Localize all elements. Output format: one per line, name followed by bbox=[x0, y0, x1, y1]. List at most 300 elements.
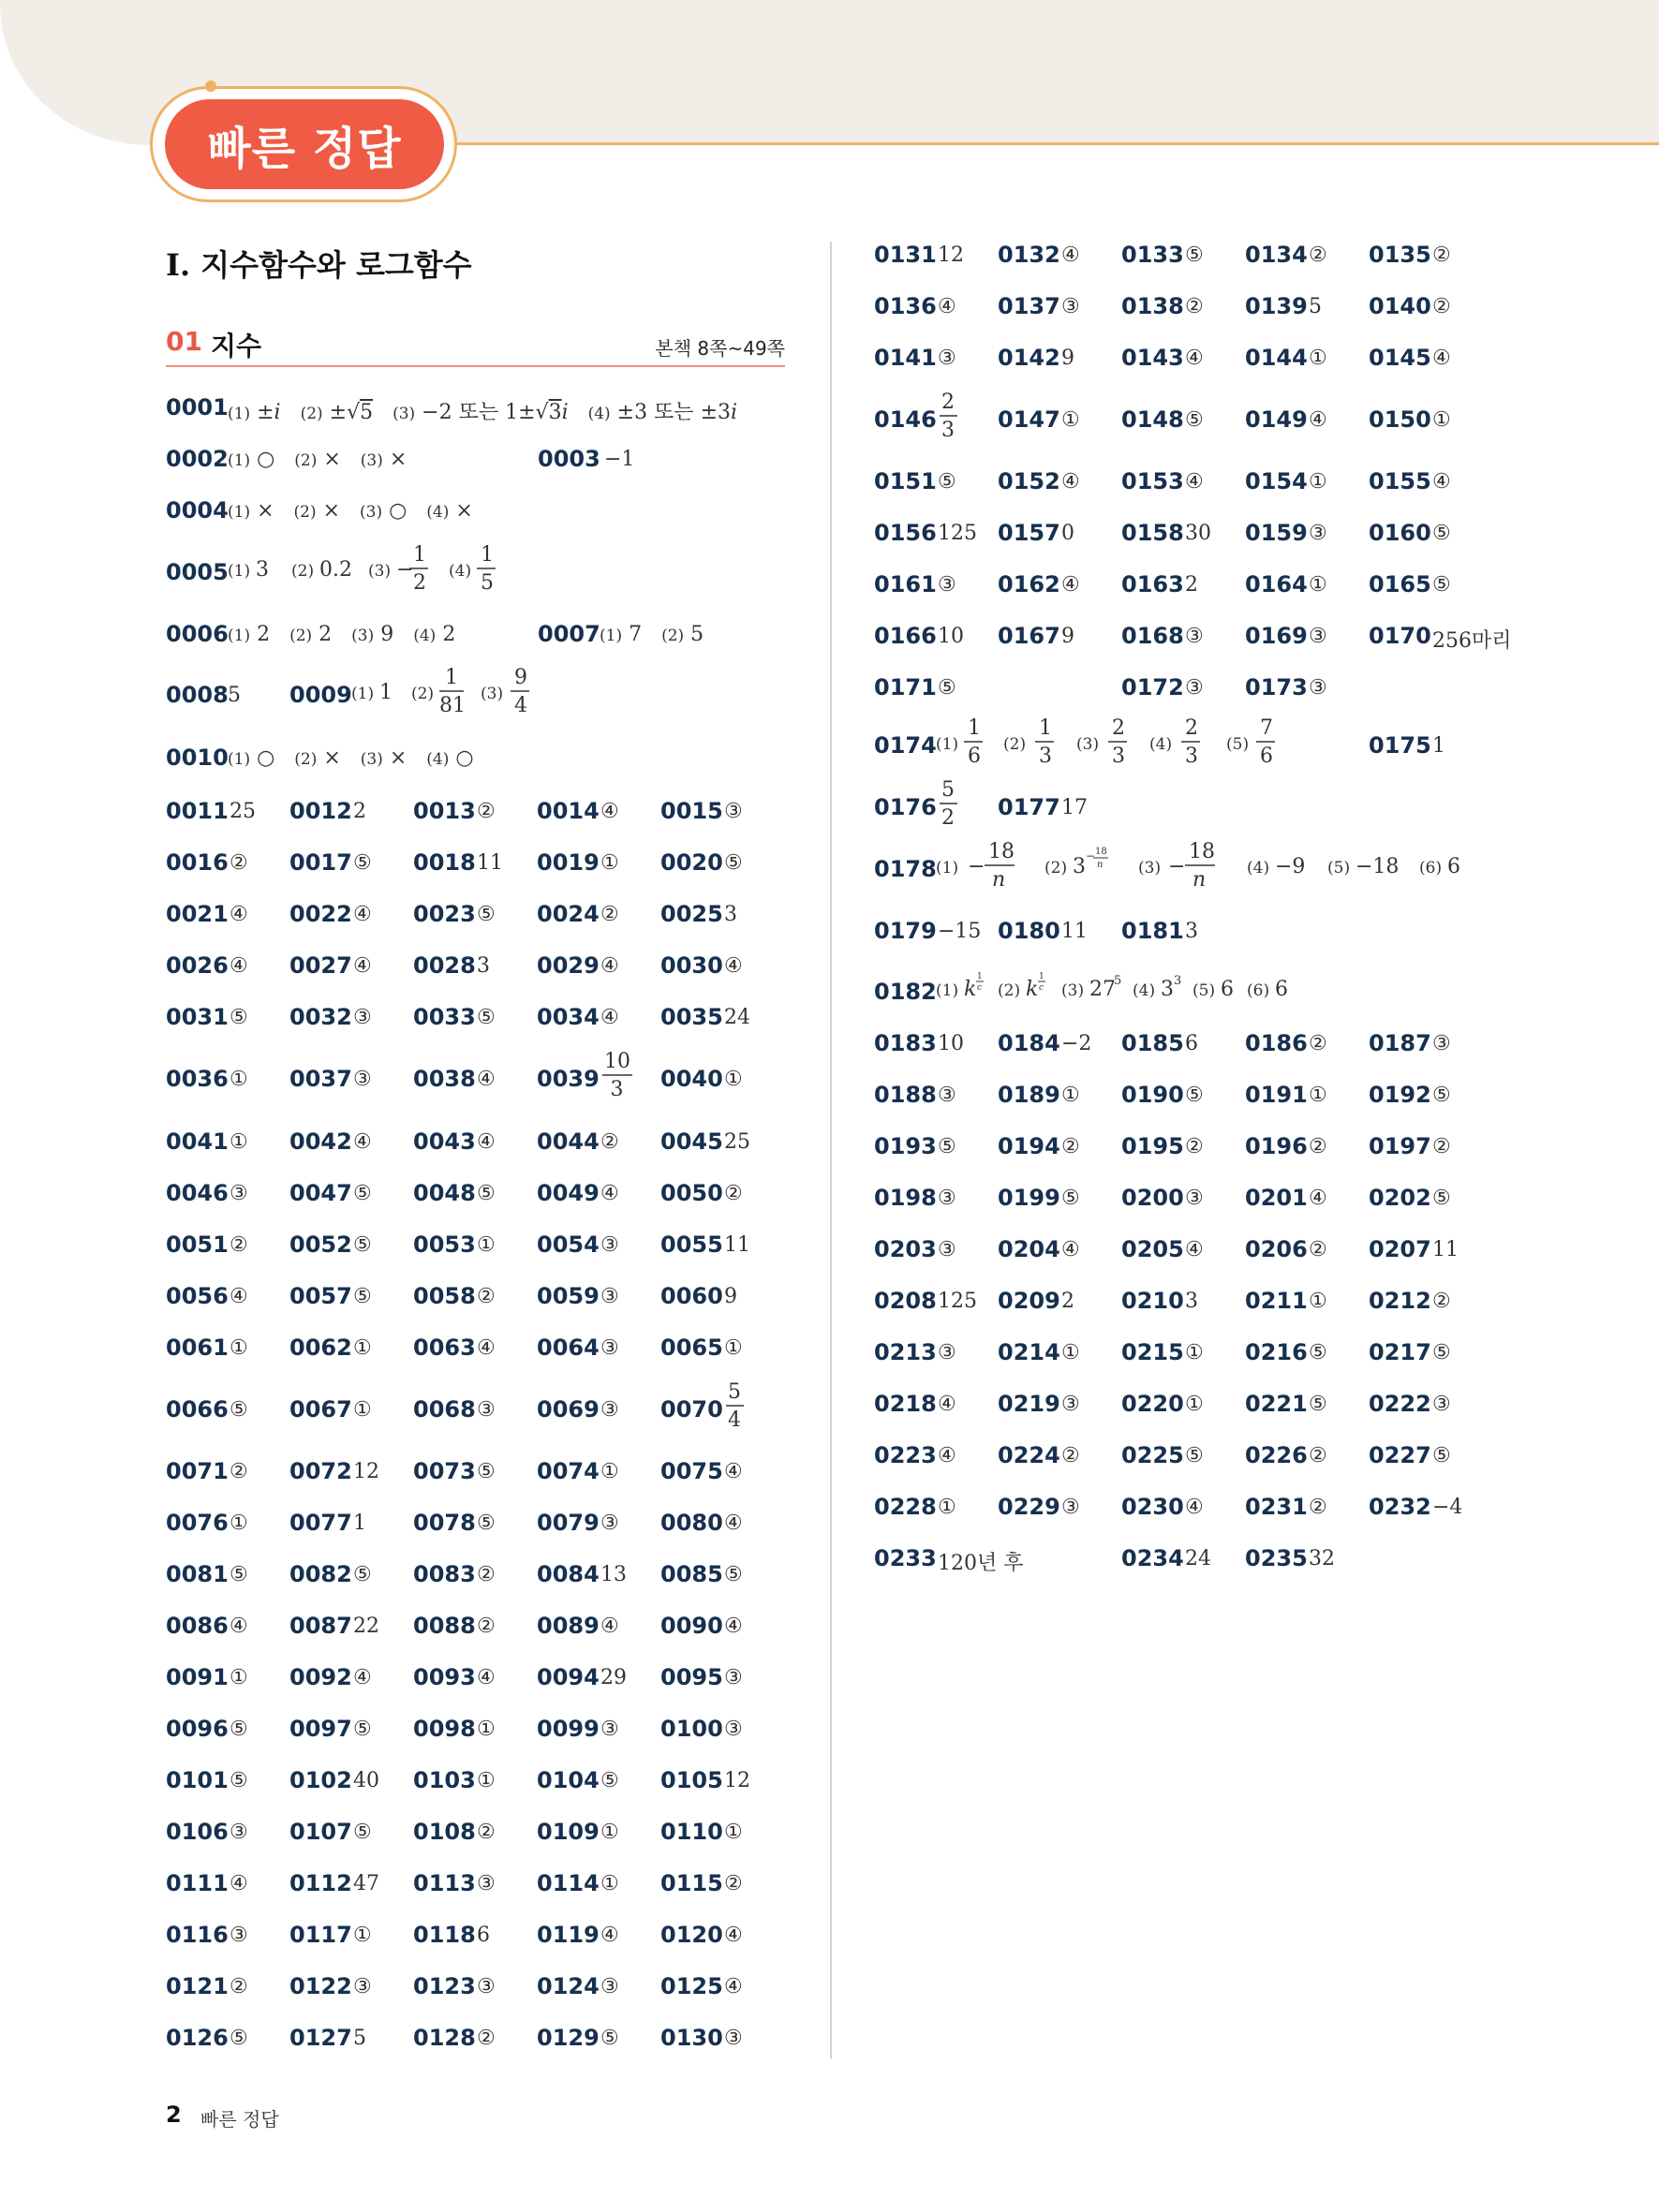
question-number: 0013 bbox=[413, 798, 476, 824]
question-number: 0119 bbox=[537, 1922, 600, 1948]
question-number: 0037 bbox=[289, 1066, 352, 1092]
answer-value: ④ bbox=[938, 1393, 956, 1416]
answer-value: ③ bbox=[600, 1512, 619, 1535]
answer-value: ⑤ bbox=[600, 2027, 619, 2050]
question-number: 0154 bbox=[1245, 468, 1308, 494]
answer-value: ② bbox=[1185, 1135, 1204, 1158]
svg-text:(5): (5) bbox=[1327, 859, 1351, 877]
answer-value: ④ bbox=[724, 1512, 743, 1535]
question-number: 0158 bbox=[1121, 520, 1184, 546]
answer-value: ④ bbox=[477, 1336, 496, 1360]
answer-row-left bbox=[166, 1561, 784, 1599]
question-number: 0145 bbox=[1369, 345, 1431, 371]
svg-text:(3): (3) bbox=[481, 685, 504, 703]
question-number: 0061 bbox=[166, 1335, 229, 1361]
answer-value: ② bbox=[477, 1285, 496, 1308]
answer-value: ④ bbox=[938, 295, 956, 318]
svg-text:(3): (3) bbox=[1138, 859, 1162, 877]
question-number: 0070 bbox=[660, 1396, 723, 1423]
answer-row-right bbox=[874, 1082, 1492, 1119]
answer-row-0008 bbox=[166, 666, 803, 719]
svg-text:(4): (4) bbox=[449, 562, 472, 581]
question-number: 0135 bbox=[1369, 242, 1431, 268]
svg-text:3: 3 bbox=[256, 558, 269, 582]
answer-value: ⑤ bbox=[1432, 1341, 1451, 1364]
answer-value: ⑤ bbox=[353, 1563, 372, 1586]
question-number: 0045 bbox=[660, 1128, 723, 1155]
svg-text:9: 9 bbox=[514, 666, 527, 689]
question-number: 0025 bbox=[660, 901, 723, 927]
answer-value: ⑤ bbox=[724, 851, 743, 875]
answer-value: ③ bbox=[1185, 625, 1204, 648]
question-number: 0093 bbox=[413, 1664, 476, 1690]
answer-value: ③ bbox=[353, 1975, 372, 1998]
question-number: 0132 bbox=[998, 242, 1060, 268]
answer-value: ④ bbox=[1061, 470, 1080, 494]
question-number: 0080 bbox=[660, 1510, 723, 1536]
question-number: 0108 bbox=[413, 1819, 476, 1845]
question-number: 0151 bbox=[874, 468, 937, 494]
answer-row-left bbox=[166, 1458, 784, 1496]
answer-row-left bbox=[166, 1922, 784, 1959]
question-number: 0141 bbox=[874, 345, 937, 371]
answer-value: ② bbox=[1061, 1135, 1080, 1158]
question-number: 0219 bbox=[998, 1391, 1060, 1417]
question-number: 0207 bbox=[1369, 1236, 1431, 1262]
answer-value: ④ bbox=[1185, 1496, 1204, 1519]
question-number: 0124 bbox=[537, 1973, 600, 1999]
question-number: 0097 bbox=[289, 1716, 352, 1742]
svg-text:−18: −18 bbox=[1355, 855, 1400, 878]
question-number: 0023 bbox=[413, 901, 476, 927]
answer-value: 9 bbox=[1061, 347, 1074, 370]
question-number: 0033 bbox=[413, 1004, 476, 1030]
answer-value: 3 bbox=[1185, 920, 1198, 943]
question-number: 0149 bbox=[1245, 406, 1308, 433]
answer-value: 256마리 bbox=[1432, 629, 1512, 653]
question-number: 0059 bbox=[537, 1283, 600, 1309]
answer-row-right bbox=[874, 1185, 1492, 1222]
answer-value: ④ bbox=[1061, 243, 1080, 267]
answer-value: ⑤ bbox=[1061, 1187, 1080, 1210]
answer-value: ① bbox=[600, 1821, 619, 1844]
svg-text:(1): (1) bbox=[936, 735, 959, 754]
answer-value: ① bbox=[230, 1666, 248, 1689]
answer-value: 11 bbox=[1061, 920, 1088, 943]
svg-text:k: k bbox=[1026, 978, 1039, 1001]
question-number: 0143 bbox=[1121, 345, 1184, 371]
answer-value: 12 bbox=[353, 1460, 379, 1483]
question-number: 0063 bbox=[413, 1335, 476, 1361]
question-number: 0053 bbox=[413, 1231, 476, 1258]
answer-value: ③ bbox=[1432, 1032, 1451, 1055]
question-number: 0139 bbox=[1245, 293, 1308, 319]
question-number: 0017 bbox=[289, 849, 352, 876]
question-number: 0104 bbox=[537, 1767, 600, 1793]
question-number: 0157 bbox=[998, 520, 1060, 546]
answer-value: ③ bbox=[938, 347, 956, 370]
answer-value: ④ bbox=[230, 954, 248, 978]
fraction-value bbox=[724, 1378, 765, 1438]
answer-row-right bbox=[874, 468, 1492, 506]
question-number: 0021 bbox=[166, 901, 229, 927]
answer-value: ④ bbox=[724, 954, 743, 978]
question-number: 0175 bbox=[1369, 732, 1431, 759]
svg-text:(2): (2) bbox=[291, 562, 315, 581]
svg-text:3: 3 bbox=[1073, 855, 1086, 878]
answer-value: ⑤ bbox=[1185, 1084, 1204, 1107]
answer-value: 6 bbox=[1185, 1032, 1198, 1055]
answer-value: ⑤ bbox=[477, 1460, 496, 1483]
answer-row-left bbox=[166, 1050, 784, 1103]
question-number: 0174 bbox=[874, 732, 937, 759]
question-number: 0142 bbox=[998, 345, 1060, 371]
svg-text:(5): (5) bbox=[1226, 735, 1250, 754]
answer-row-left bbox=[166, 1283, 784, 1320]
answer-value: ⑤ bbox=[724, 1563, 743, 1586]
answer-value: ④ bbox=[353, 1130, 372, 1154]
answer-value: ④ bbox=[230, 1285, 248, 1308]
answer-value: 11 bbox=[1432, 1238, 1459, 1261]
answer-value: ① bbox=[353, 1336, 372, 1360]
question-number: 0177 bbox=[998, 794, 1060, 820]
question-number: 0042 bbox=[289, 1128, 352, 1155]
svg-text:(2): (2) bbox=[1044, 859, 1068, 877]
question-number: 0101 bbox=[166, 1767, 229, 1793]
question-number: 0065 bbox=[660, 1335, 723, 1361]
answer-row-left bbox=[166, 952, 784, 990]
question-number: 0173 bbox=[1245, 674, 1308, 700]
svg-text:1: 1 bbox=[481, 543, 494, 567]
answer-value: ⑤ bbox=[230, 1398, 248, 1422]
svg-text:(4): (4) bbox=[1133, 981, 1156, 1000]
answer-value: ⑤ bbox=[477, 903, 496, 926]
question-number: 0051 bbox=[166, 1231, 229, 1258]
answer-row-left bbox=[166, 849, 784, 887]
answer-row-right bbox=[874, 1545, 1492, 1583]
answer-value: −4 bbox=[1432, 1496, 1463, 1519]
answer-value: ③ bbox=[938, 573, 956, 597]
svg-text:(2): (2) bbox=[1003, 735, 1027, 754]
answer-row-left bbox=[166, 1613, 784, 1650]
question-number: 0137 bbox=[998, 293, 1060, 319]
question-number: 0120 bbox=[660, 1922, 723, 1948]
answer-value: ⑤ bbox=[353, 1233, 372, 1257]
answer-value: 0 bbox=[1061, 522, 1074, 545]
svg-text:3: 3 bbox=[941, 419, 955, 442]
answer-value: 24 bbox=[1185, 1547, 1211, 1571]
question-number: 0217 bbox=[1369, 1339, 1431, 1365]
svg-text:18: 18 bbox=[988, 840, 1015, 863]
question-number: 0123 bbox=[413, 1973, 476, 1999]
svg-text:(1): (1) bbox=[228, 562, 251, 581]
answer-row-left bbox=[166, 1819, 784, 1856]
answer-row-left bbox=[166, 1231, 784, 1269]
svg-text:7: 7 bbox=[1260, 716, 1273, 740]
answer-value: ⑤ bbox=[230, 1718, 248, 1741]
svg-text:3: 3 bbox=[610, 1078, 624, 1101]
question-number: 0030 bbox=[660, 952, 723, 979]
answer-row-left bbox=[166, 1870, 784, 1908]
answer-row-left bbox=[166, 1510, 784, 1547]
svg-text:1: 1 bbox=[977, 972, 983, 981]
fraction-value bbox=[938, 388, 979, 448]
question-number: 0122 bbox=[289, 1973, 352, 1999]
answer-value: 1 bbox=[353, 1512, 366, 1535]
answer-value: ① bbox=[1309, 1290, 1327, 1313]
question-number: 0171 bbox=[874, 674, 937, 700]
answer-row-right bbox=[874, 1391, 1492, 1428]
answer-value: ④ bbox=[353, 954, 372, 978]
question-number: 0005 bbox=[166, 559, 229, 585]
answer-value: ② bbox=[600, 903, 619, 926]
question-number: 0103 bbox=[413, 1767, 476, 1793]
question-number: 0113 bbox=[413, 1870, 476, 1896]
question-number: 0011 bbox=[166, 798, 229, 824]
answer-value: ④ bbox=[724, 1460, 743, 1483]
question-number: 0189 bbox=[998, 1082, 1060, 1108]
answer-row-left bbox=[166, 1335, 784, 1372]
answer-value: ④ bbox=[724, 1924, 743, 1947]
answer-value: 1 bbox=[1432, 734, 1445, 758]
question-number: 0121 bbox=[166, 1973, 229, 1999]
answer-value: ② bbox=[477, 2027, 496, 2050]
answer-value: 120년 후 bbox=[938, 1552, 1024, 1575]
answer-value: ③ bbox=[1432, 1393, 1451, 1416]
answer-value: ④ bbox=[353, 903, 372, 926]
answer-value: ③ bbox=[230, 1182, 248, 1205]
question-number: 0225 bbox=[1121, 1442, 1184, 1468]
svg-text:(3): (3) bbox=[1076, 735, 1100, 754]
question-number: 0008 bbox=[166, 682, 229, 708]
question-number: 0014 bbox=[537, 798, 600, 824]
question-number: 0003 bbox=[538, 446, 600, 472]
question-number: 0102 bbox=[289, 1767, 352, 1793]
answer-value: ② bbox=[1432, 243, 1451, 267]
question-number: 0152 bbox=[998, 468, 1060, 494]
answer-row-0006 bbox=[166, 621, 803, 658]
question-number: 0078 bbox=[413, 1510, 476, 1536]
question-number: 0067 bbox=[289, 1396, 352, 1423]
question-number: 0068 bbox=[413, 1396, 476, 1423]
svg-text:0.2: 0.2 bbox=[319, 558, 352, 582]
answer-value: 25 bbox=[230, 800, 256, 823]
answer-value: 40 bbox=[353, 1769, 379, 1792]
svg-text:6: 6 bbox=[1260, 745, 1273, 768]
svg-text:3: 3 bbox=[1185, 745, 1198, 768]
svg-text:(1): (1) bbox=[351, 685, 375, 703]
svg-text:−: − bbox=[396, 558, 414, 582]
svg-text:−: − bbox=[1086, 849, 1096, 863]
question-number: 0075 bbox=[660, 1458, 723, 1484]
answer-row-0001 bbox=[166, 394, 803, 432]
question-number: 0192 bbox=[1369, 1082, 1431, 1108]
answer-value: ④ bbox=[600, 954, 619, 978]
question-number: 0036 bbox=[166, 1066, 229, 1092]
question-number: 0215 bbox=[1121, 1339, 1184, 1365]
question-number: 0156 bbox=[874, 520, 937, 546]
answer-row-right bbox=[874, 242, 1492, 279]
answer-value: 10 bbox=[938, 625, 964, 648]
answer-value: ⑤ bbox=[230, 1563, 248, 1586]
answer-row-left bbox=[166, 1180, 784, 1217]
question-number: 0209 bbox=[998, 1288, 1060, 1314]
answer-value: 12 bbox=[724, 1769, 750, 1792]
answer-value: ② bbox=[1432, 1290, 1451, 1313]
answer-row-left bbox=[166, 1716, 784, 1753]
question-number: 0028 bbox=[413, 952, 476, 979]
svg-text:(4): (4) bbox=[1149, 735, 1173, 754]
question-number: 0034 bbox=[537, 1004, 600, 1030]
answer-row-left bbox=[166, 2025, 784, 2062]
answer-value: ③ bbox=[230, 1924, 248, 1947]
question-number: 0150 bbox=[1369, 406, 1431, 433]
answer-value: −1 bbox=[604, 448, 635, 471]
question-number: 0117 bbox=[289, 1922, 352, 1948]
answer-value: ① bbox=[600, 1872, 619, 1895]
answer-value: ② bbox=[230, 1460, 248, 1483]
question-number: 0165 bbox=[1369, 571, 1431, 597]
svg-text:2: 2 bbox=[1112, 716, 1125, 740]
answer-value: ④ bbox=[600, 1615, 619, 1638]
answer-value: ② bbox=[1309, 1032, 1327, 1055]
question-number: 0162 bbox=[998, 571, 1060, 597]
question-number: 0195 bbox=[1121, 1133, 1184, 1159]
question-number: 0200 bbox=[1121, 1185, 1184, 1211]
question-number: 0126 bbox=[166, 2025, 229, 2051]
answer-value: ④ bbox=[230, 1872, 248, 1895]
answer-value: ④ bbox=[1309, 1187, 1327, 1210]
answer-value: ③ bbox=[600, 1975, 619, 1998]
answer-value: ④ bbox=[1185, 1238, 1204, 1261]
question-number: 0062 bbox=[289, 1335, 352, 1361]
question-number: 0232 bbox=[1369, 1494, 1431, 1520]
question-number: 0159 bbox=[1245, 520, 1308, 546]
answer-value: ③ bbox=[938, 1341, 956, 1364]
question-number: 0160 bbox=[1369, 520, 1431, 546]
answer-value: 22 bbox=[353, 1615, 379, 1638]
answer-value: ③ bbox=[600, 1285, 619, 1308]
question-number: 0019 bbox=[537, 849, 600, 876]
question-number: 0072 bbox=[289, 1458, 352, 1484]
answer-value: ⑤ bbox=[353, 1182, 372, 1205]
question-number: 0018 bbox=[413, 849, 476, 876]
answer-value: ④ bbox=[1061, 1238, 1080, 1261]
question-number: 0118 bbox=[413, 1922, 476, 1948]
chapter-title: 지수함수와 로그함수 bbox=[200, 247, 472, 283]
question-number: 0106 bbox=[166, 1819, 229, 1845]
answer-row-0182 bbox=[874, 972, 1399, 1016]
question-number: 0038 bbox=[413, 1066, 476, 1092]
page-number: 2 bbox=[166, 2101, 182, 2128]
answer-value: ① bbox=[1185, 1393, 1204, 1416]
answer-value: ④ bbox=[724, 1615, 743, 1638]
question-number: 0128 bbox=[413, 2025, 476, 2051]
question-number: 0181 bbox=[1121, 918, 1184, 944]
question-number: 0148 bbox=[1121, 406, 1184, 433]
question-number: 0190 bbox=[1121, 1082, 1184, 1108]
question-number: 0115 bbox=[660, 1870, 723, 1896]
answer-value: ③ bbox=[600, 1336, 619, 1360]
answer-value: ⑤ bbox=[1432, 1084, 1451, 1107]
svg-text:6: 6 bbox=[1221, 978, 1234, 1001]
answer-value: 9 bbox=[1061, 625, 1074, 648]
answer-value: ① bbox=[1185, 1341, 1204, 1364]
answer-value: ① bbox=[1061, 1341, 1080, 1364]
answer-value: ④ bbox=[724, 1975, 743, 1998]
question-number: 0166 bbox=[874, 623, 937, 649]
section-page-range: 본책 8쪽~49쪽 bbox=[655, 337, 785, 360]
svg-text:6: 6 bbox=[968, 745, 981, 768]
answer-row-right bbox=[874, 1339, 1492, 1377]
answer-value: ① bbox=[938, 1496, 956, 1519]
question-number: 0010 bbox=[166, 745, 229, 771]
question-number: 0055 bbox=[660, 1231, 723, 1258]
svg-text:−9: −9 bbox=[1275, 855, 1306, 878]
question-number: 0031 bbox=[166, 1004, 229, 1030]
column-divider bbox=[830, 242, 832, 2058]
section-number: 01 bbox=[166, 326, 202, 357]
answer-value: ② bbox=[1309, 1238, 1327, 1261]
answer-value: ① bbox=[1061, 1084, 1080, 1107]
question-number: 0077 bbox=[289, 1510, 352, 1536]
answer-row-0002 bbox=[166, 446, 803, 483]
answer-value: ② bbox=[230, 1233, 248, 1257]
answer-math: (1) × (2) × (3) ○ (4) × bbox=[228, 499, 473, 523]
answer-value: ③ bbox=[353, 1006, 372, 1029]
answer-value: −2 bbox=[1061, 1032, 1092, 1055]
question-number: 0231 bbox=[1245, 1494, 1308, 1520]
answer-value: ① bbox=[1309, 470, 1327, 494]
answer-value: ④ bbox=[938, 1444, 956, 1467]
question-number: 0073 bbox=[413, 1458, 476, 1484]
svg-text:5: 5 bbox=[728, 1380, 741, 1404]
question-number: 0110 bbox=[660, 1819, 723, 1845]
answer-value: ⑤ bbox=[1432, 1444, 1451, 1467]
answer-value: ① bbox=[1309, 573, 1327, 597]
answer-row-left bbox=[166, 901, 784, 938]
answer-value: ② bbox=[1309, 1496, 1327, 1519]
answer-value: 3 bbox=[477, 954, 490, 978]
question-number: 0004 bbox=[166, 497, 229, 524]
question-number: 0015 bbox=[660, 798, 723, 824]
answer-value: 3 bbox=[1185, 1290, 1198, 1313]
answer-value: ⑤ bbox=[938, 676, 956, 700]
answer-value: 12 bbox=[938, 243, 964, 267]
svg-text:18: 18 bbox=[1095, 847, 1107, 857]
answer-value: ④ bbox=[1309, 408, 1327, 432]
question-number: 0114 bbox=[537, 1870, 600, 1896]
answer-math: (1) ±i (2) ±√5 (3) −2 또는 1±√3i (4) ±3 또는 ±3i bbox=[228, 401, 738, 424]
question-number: 0092 bbox=[289, 1664, 352, 1690]
svg-text:(2): (2) bbox=[998, 981, 1021, 1000]
svg-text:1: 1 bbox=[1039, 972, 1044, 981]
question-number: 0221 bbox=[1245, 1391, 1308, 1417]
question-number: 0155 bbox=[1369, 468, 1431, 494]
answer-value: ⑤ bbox=[1309, 1341, 1327, 1364]
answer-value: ① bbox=[353, 1398, 372, 1422]
answer-value: ③ bbox=[600, 1398, 619, 1422]
answer-value: ① bbox=[600, 851, 619, 875]
question-number: 0022 bbox=[289, 901, 352, 927]
answer-row-right bbox=[874, 778, 1492, 832]
answer-row-right bbox=[874, 1494, 1492, 1531]
question-number: 0199 bbox=[998, 1185, 1060, 1211]
answer-value: ③ bbox=[1185, 1187, 1204, 1210]
question-number: 0144 bbox=[1245, 345, 1308, 371]
question-number: 0032 bbox=[289, 1004, 352, 1030]
answer-row-right bbox=[874, 293, 1492, 331]
